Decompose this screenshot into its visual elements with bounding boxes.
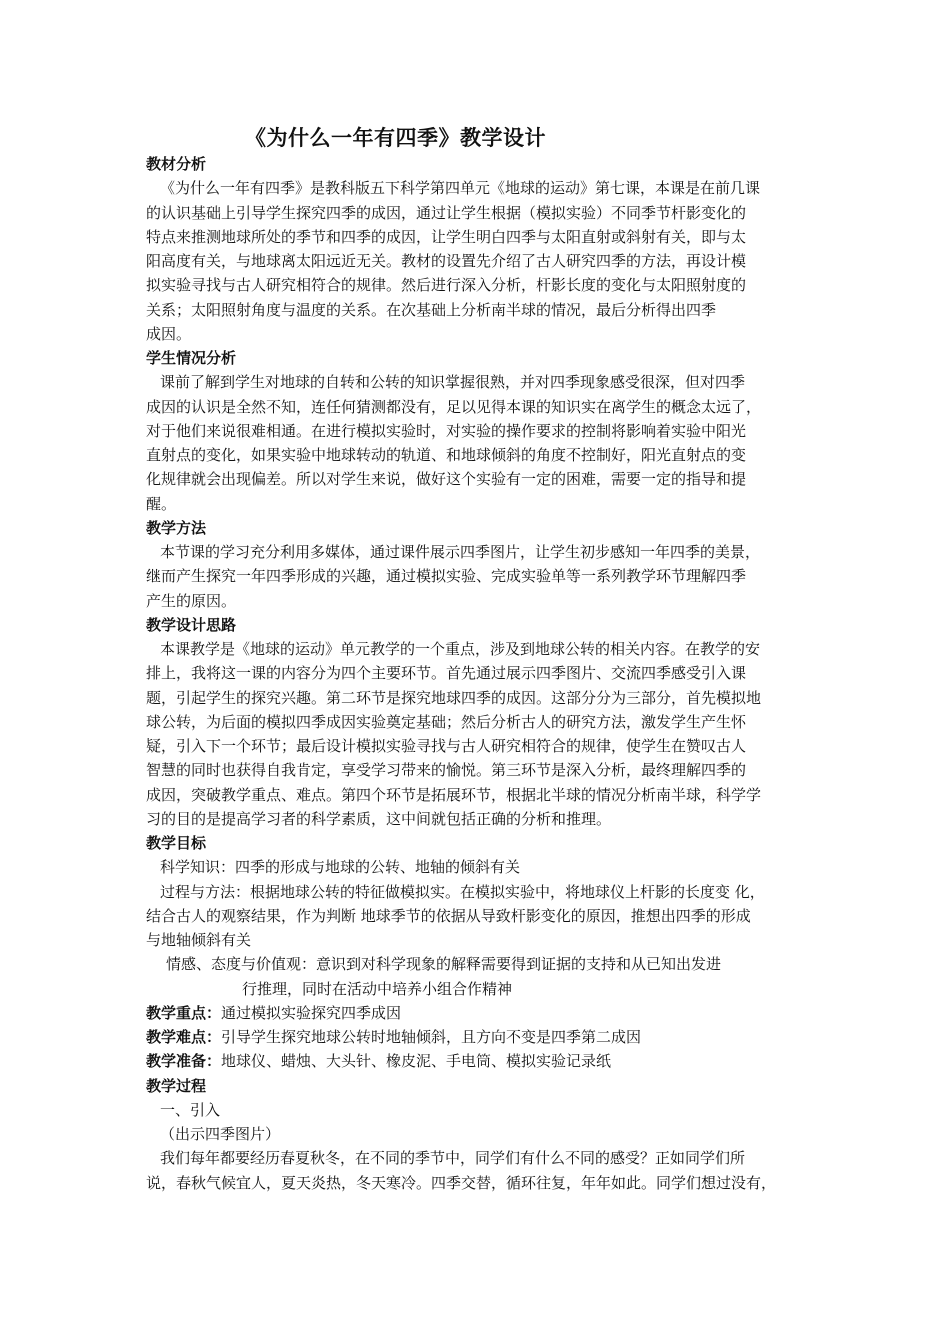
heading-design-approach: 教学设计思路 [146,615,237,634]
paragraph-line: 本课教学是《地球的运动》单元教学的一个重点，涉及到地球公转的相关内容。在教学的安 [160,640,761,658]
paragraph-line: 对于他们来说很难相通。在进行模拟实验时，对实验的操作要求的控制将影响着实验中阳光 [146,421,747,440]
paragraph-line: 阳高度有关，与地球离太阳远近无关。教材的设置先介绍了古人研究四季的方法，再设计模 [146,252,747,270]
paragraph-line: 特点来推测地球所处的季节和四季的成因，让学生明白四季与太阳直射或斜射有关，即与太 [146,227,747,246]
paragraph-line: 题，引起学生的探究兴趣。第二环节是探究地球四季的成因。这部分分为三部分，首先模拟地 [146,688,762,707]
paragraph-line: 成因。 [146,324,192,343]
difficulty-label: 教学难点： [146,1028,222,1046]
paragraph-line: 课前了解到学生对地球的自转和公转的知识掌握很熟，并对四季现象感受很深，但对四季 [160,373,746,392]
paragraph-line: 球公转，为后面的模拟四季成因实验奠定基础；然后分析古人的研究方法，激发学生产生怀 [146,712,747,731]
paragraph-line: 我们每年都要经历春夏秋冬，在不同的季节中，同学们有什么不同的感受？正如同学们所 [160,1149,746,1168]
goal-emotion-line: 行推理，同时在活动中培养小组合作精神 [242,979,513,998]
paragraph-line: 本节课的学习充分利用多媒体，通过课件展示四季图片，让学生初步感知一年四季的美景， [160,543,761,561]
paragraph-line: 习的目的是提高学习者的科学素质，这中间就包括正确的分析和推理。 [146,809,612,828]
paragraph-line: 直射点的变化，如果实验中地球转动的轨道、和地球倾斜的角度不控制好，阳光直射点的变 [146,446,747,464]
paragraph-line: 的认识基础上引导学生探究四季的成因，通过让学生根据（模拟实验）不同季节杆影变化的 [146,203,747,222]
goal-emotion-line: 情感、态度与价值观：意识到对科学现象的解释需要得到证据的支持和从已知出发进 [166,955,722,974]
goal-knowledge: 科学知识：四季的形成与地球的公转、地轴的倾斜有关 [160,858,521,877]
difficulty-row [146,1025,814,1049]
heading-teaching-process: 教学过程 [146,1076,207,1095]
key-point-text: 通过模拟实验探究四季成因 [221,1003,402,1022]
paragraph-line: 醒。 [146,494,177,513]
paragraph-line: 关系；太阳照射角度与温度的关系。在次基础上分析南半球的情况，最后分析得出四季 [146,300,717,319]
goal-process-line: 过程与方法：根据地球公转的特征做模拟实。在模拟实验中，将地球仪上杆影的长度变 化， [160,882,765,901]
goal-process-line: 结合古人的观察结果，作为判断 地球季节的依据从导致杆影变化的原因，推想出四季的形成 [146,906,751,925]
preparation-text: 地球仪、蜡烛、大头针、橡皮泥、手电筒、模拟实验记录纸 [221,1052,612,1071]
process-step-intro: 一、引入 [160,1100,221,1119]
paragraph-line: 说，春秋气候宜人，夏天炎热，冬天寒冷。四季交替，循环往复，年年如此。同学们想过没有， [146,1173,777,1192]
key-point-row [146,1001,814,1025]
process-note: （出示四季图片） [160,1125,281,1143]
paragraph-line: 继而产生探究一年四季形成的兴趣，通过模拟实验、完成实验单等一系列教学环节理解四季 [146,567,747,586]
preparation-label: 教学准备： [146,1052,222,1071]
paragraph-line: 成因的认识是全然不知，连任何猜测都没有，足以见得本课的知识实在离学生的概念太远了， [146,397,762,416]
paragraph-line: 成因，突破教学重点、难点。第四个环节是拓展环节，根据北半球的情况分析南半球，科学学 [146,785,762,804]
heading-student-analysis: 学生情况分析 [146,349,237,367]
paragraph-line: 疑，引入下一个环节；最后设计模拟实验寻找与古人研究相符合的规律，使学生在赞叹古人 [146,737,747,755]
paragraph-line: 《为什么一年有四季》是教科版五下科学第四单元《地球的运动》第七课，本课是在前几课 [160,179,761,198]
paragraph-line: 智慧的同时也获得自我肯定，享受学习带来的愉悦。第三环节是深入分析，最终理解四季的 [146,761,747,780]
paragraph-line: 产生的原因。 [146,591,237,610]
paragraph-line: 排上，我将这一课的内容分为四个主要环节。首先通过展示四季图片、交流四季感受引入课 [146,664,747,683]
preparation-row [146,1049,814,1073]
document-title: 《为什么一年有四季》教学设计 [245,125,546,150]
goal-process-line: 与地轴倾斜有关 [146,931,252,949]
key-point-label: 教学重点： [146,1003,222,1022]
document-body [146,152,814,1195]
difficulty-text: 引导学生探究地球公转时地轴倾斜，且方向不变是四季第二成因 [221,1028,642,1046]
paragraph-line: 拟实验寻找与古人研究相符合的规律。然后进行深入分析，杆影长度的变化与太阳照射度的 [146,276,747,295]
heading-teaching-method: 教学方法 [146,518,207,537]
heading-teaching-goals: 教学目标 [146,834,207,852]
paragraph-line: 化规律就会出现偏差。所以对学生来说，做好这个实验有一定的困难，需要一定的指导和提 [146,470,747,489]
heading-textbook-analysis: 教材分析 [146,155,207,173]
